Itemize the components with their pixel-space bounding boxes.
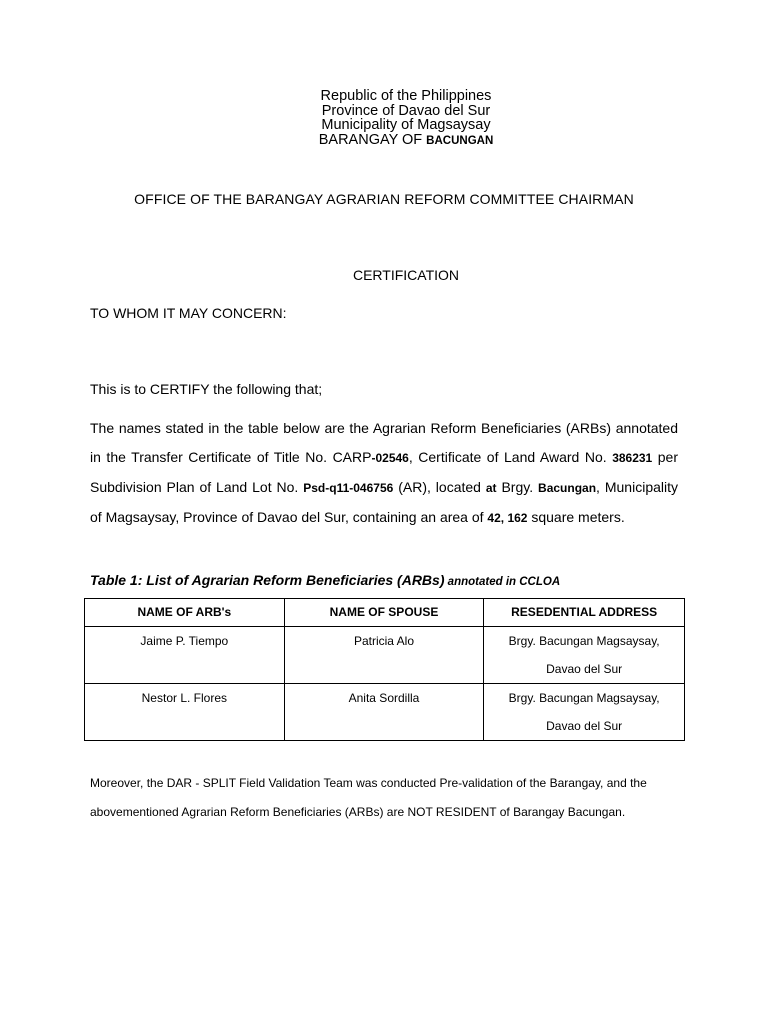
table-caption-suffix: annotated in CCLOA <box>444 576 561 588</box>
cla-number: 386231 <box>612 451 653 465</box>
cell-address <box>484 684 685 741</box>
cell-arb-name: Jaime P. Tiempo <box>85 627 285 684</box>
table-row <box>85 684 685 741</box>
closing-paragraph: Moreover, the DAR - SPLIT Field Validation Team was conducted Pre-validation of the Barangay, and the abovementioned Agrarian Reform Beneficiaries (ARBs) are NOT RESIDENT of Barangay Bacungan. <box>90 776 647 819</box>
para-text-3: per Subdivision Plan of Land Lot No. <box>90 449 678 495</box>
para-text-4: (AR), located <box>393 479 486 495</box>
office-title: OFFICE OF THE BARANGAY AGRARIAN REFORM COMMITTEE CHAIRMAN <box>134 191 634 207</box>
salutation: TO WHOM IT MAY CONCERN: <box>90 305 287 321</box>
column-header-arb: NAME OF ARB's <box>85 599 285 627</box>
table-caption <box>90 572 560 588</box>
header-province: Province of Davao del Sur <box>321 102 491 119</box>
para-at: at <box>485 481 497 495</box>
body-paragraph <box>90 414 678 533</box>
para-text-7: square meters. <box>527 509 625 525</box>
table-caption-main: Table 1: List of Agrarian Reform Beneficiaries (ARBs) <box>90 572 445 588</box>
certify-line: This is to CERTIFY the following that; <box>90 381 323 397</box>
column-header-address: RESEDENTIAL ADDRESS <box>484 599 685 627</box>
document-header <box>0 89 768 148</box>
land-area: 42, 162 <box>487 511 528 525</box>
para-text-6: , Municipality of Magsaysay, Province of Davao del Sur, containing an area of <box>90 479 678 525</box>
address-line-2: Davao del Sur <box>546 662 623 676</box>
header-barangay <box>0 133 768 149</box>
para-text-1: The names stated in the table below are the Agrarian Reform Beneficiaries (ARBs) annotated in the Transfer Certificate of Title No. CARP <box>90 420 678 465</box>
address-line-2: Davao del Sur <box>546 719 623 733</box>
cell-address <box>484 627 685 684</box>
certification-title: CERTIFICATION <box>352 267 460 283</box>
cell-spouse-name: Anita Sordilla <box>284 684 484 741</box>
cell-arb-name: Nestor L. Flores <box>85 684 285 741</box>
lot-number: Psd-q11-046756 <box>303 481 394 495</box>
para-text-5: Brgy. <box>496 479 539 495</box>
header-barangay-name: BACUNGAN <box>426 134 494 147</box>
table-row <box>85 627 685 684</box>
cell-spouse-name: Patricia Alo <box>284 627 484 684</box>
arb-table <box>84 598 685 741</box>
address-line-1: Brgy. Bacungan Magsaysay, <box>508 634 660 648</box>
column-header-spouse: NAME OF SPOUSE <box>284 599 484 627</box>
para-text-2: , Certificate of Land Award No. <box>408 449 613 465</box>
header-republic: Republic of the Philippines <box>320 88 492 104</box>
tct-number: -02546 <box>371 451 409 465</box>
table-header-row <box>85 599 685 627</box>
header-barangay-prefix: BARANGAY OF <box>318 131 427 148</box>
address-line-1: Brgy. Bacungan Magsaysay, <box>508 691 660 705</box>
header-municipality: Municipality of Magsaysay <box>321 117 491 133</box>
barangay-name: Bacungan <box>538 481 597 495</box>
